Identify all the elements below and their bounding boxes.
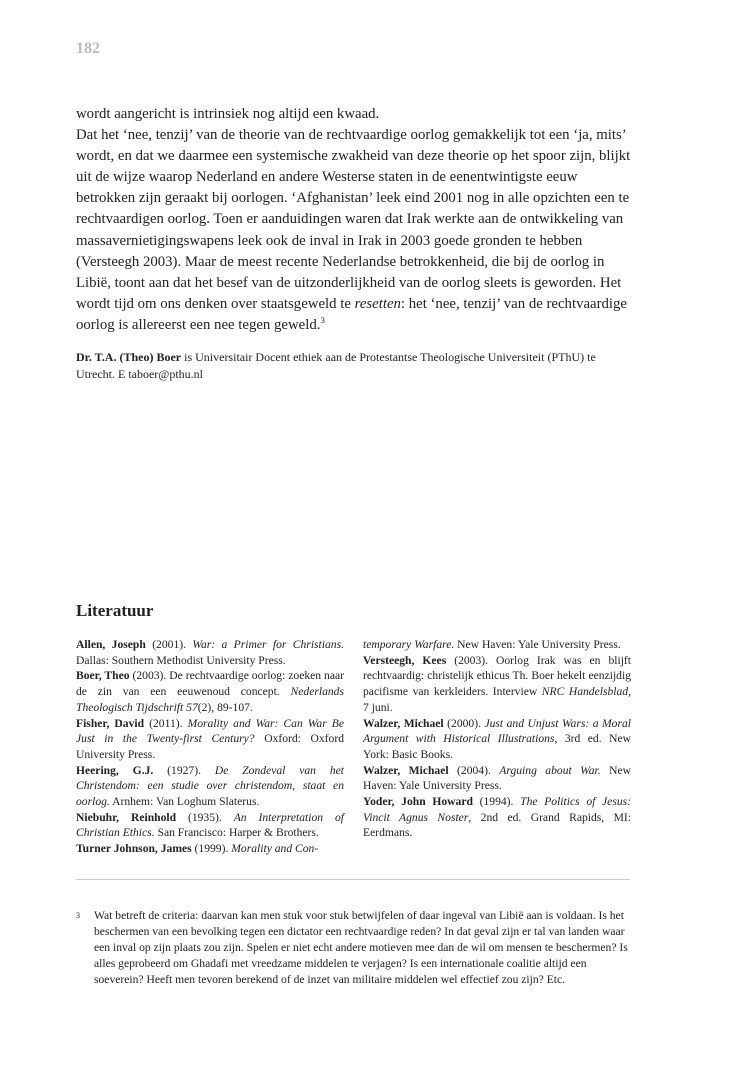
page-number: 182 [76, 40, 100, 57]
ref-title: Morality and Con- [231, 842, 319, 856]
ref-publisher: San Francisco: Harper & Brothers. [154, 826, 319, 840]
ref-publisher: New Haven: Yale University Press. [454, 638, 621, 651]
ref-article: De rechtvaardige oorlog: zoeken naar de zin van een eeuwenoud concept. [76, 669, 345, 699]
reference-item [76, 637, 344, 668]
reference-item [363, 794, 631, 841]
ref-title: temporary Warfare. [363, 638, 455, 651]
reference-item [363, 716, 631, 763]
ref-year: (2011). [144, 716, 188, 730]
bio-text: is Universitair Docent ethiek aan de Protestantse Theologische Universiteit (PThU) te Utrecht. E taboer@pthu.nl [76, 350, 596, 381]
ref-year: (2003). [129, 669, 170, 683]
references-left-column [76, 637, 344, 857]
ref-title: Just and Unjust Wars: a Moral Argument with Historical Illustrations [363, 716, 631, 746]
footnote-divider [76, 879, 630, 880]
ref-title: War: a Primer for Christians. [192, 638, 344, 651]
ref-author: Walzer, Michael [363, 716, 444, 730]
ref-publisher: (2), 89-107. [197, 700, 253, 714]
bio-name: Dr. T.A. (Theo) Boer [76, 350, 182, 364]
paragraph-2 [76, 125, 632, 336]
ref-author: Walzer, Michael [363, 763, 449, 777]
paragraph-2-emphasis: resetten [354, 295, 401, 312]
literature-heading: Literatuur [76, 601, 154, 620]
ref-article: Oorlog Irak was en blijft rechtvaardig: christelijk ethicus Th. Boer hekelt eenzijdig pacifisme van kerkleiders. Interview [363, 653, 631, 699]
ref-publisher: , 3rd ed. New York: Basic Books. [363, 732, 632, 761]
reference-item [363, 653, 631, 716]
ref-title: De Zondeval van het Christendom: een studie over christendom, staat en oorlog. [76, 763, 344, 809]
footnote-reference[interactable]: 3 [320, 315, 325, 326]
ref-title: An Interpretation of Christian Ethics. [76, 810, 345, 840]
ref-author: Heering, G.J. [76, 763, 154, 777]
ref-publisher: Dallas: Southern Methodist University Press. [76, 653, 286, 667]
ref-year: (1994). [472, 795, 521, 809]
ref-author: Turner Johnson, James [76, 842, 192, 856]
ref-author: Niebuhr, Reinhold [76, 810, 177, 824]
reference-item [363, 637, 631, 653]
author-bio [76, 349, 632, 382]
ref-year: (2000). [443, 716, 485, 730]
ref-year: (1935). [176, 810, 234, 824]
paragraph-2-end: : het ‘nee, tenzij’ van de rechtvaardige oorlog is allereerst een nee tegen geweld. [76, 295, 628, 333]
ref-title: The Politics of Jesus: Vincit Agnus Noster [363, 795, 632, 824]
reference-item [76, 716, 344, 763]
ref-author: Versteegh, Kees [363, 653, 447, 667]
ref-year: (2003). [446, 653, 497, 667]
ref-author: Yoder, John Howard [363, 795, 473, 809]
footnote-mark: 3 [76, 911, 80, 920]
ref-year: (1927). [153, 763, 215, 777]
reference-item [76, 668, 344, 715]
ref-year: (2001). [145, 638, 193, 651]
paragraph-2-text: Dat het ‘nee, tenzij’ van de theorie van de rechtvaardige oorlog gemakkelijk tot een ‘ja, mits’ wordt, en dat we daarmee een systemische zwakheid van deze theorie op het spoor zijn, blijkt uit de wijze waarop Nederland en andere Westerse staten in de eenentwintigste eeuw betrokken zijn geraakt bij oorlogen. ‘Afghanistan’ leek eind 2001 nog in alle opzichten een te rechtvaardigen oorlog. Toen er aanduidingen waren dat Irak werkte aan de ontwikkeling van massavernietigingswapens leek ook de inval in Irak in 2003 goede gronden te hebben (Versteegh 2003). Maar de meest recente Nederlandse betrokkenheid, die bij de oorlog in Libië, toont aan dat het besef van de uitzonderlijkheid van de oorlog sleets is geworden. Het wordt tijd om ons denken over staatsgeweld te [76, 127, 631, 312]
ref-publisher: Arnhem: Van Loghum Slaterus. [109, 795, 260, 809]
ref-year: (1999). [191, 842, 232, 856]
footnote [76, 908, 632, 988]
ref-title: Arguing about War. [499, 763, 601, 777]
ref-year: (2004). [448, 763, 500, 777]
reference-item [363, 763, 631, 794]
paragraph-1: wordt aangericht is intrinsiek nog altijd een kwaad. [76, 106, 380, 122]
ref-author: Fisher, David [76, 716, 145, 730]
reference-item [76, 841, 344, 857]
ref-author: Boer, Theo [76, 669, 130, 683]
ref-publisher: , 7 juni. [363, 685, 631, 714]
reference-item [76, 763, 344, 810]
ref-publisher: Oxford: Oxford University Press. [76, 732, 344, 761]
reference-item [76, 810, 344, 841]
ref-author: Allen, Joseph [76, 638, 146, 651]
ref-publisher: , 2nd ed. Grand Rapids, MI: Eerdmans. [363, 810, 631, 840]
ref-title: Morality and War: Can War Be Just in the Twenty-first Century? [76, 716, 344, 746]
body-text [76, 104, 632, 336]
ref-title: NRC Handelsblad [541, 685, 629, 699]
references-right-column [363, 637, 631, 841]
ref-title: Nederlands Theologisch Tijdschrift 57 [76, 685, 344, 714]
ref-publisher: New Haven: Yale University Press. [363, 763, 631, 793]
footnote-text: Wat betreft de criteria: daarvan kan men stuk voor stuk betwijfelen of daar ingeval van Libië aan is voldaan. Is het beschermen van een bevolking tegen een dictator een rechtvaardige reden? In dat geval zijn er tal van landen waar een inval op zijn plaats zou zijn. Spelen er niet echt andere motieven mee dan de wil om mensen te beschermen? Is alles geprobeerd om Ghadafi met vreedzame middelen te verjagen? Is een internationale coalitie altijd een soeverein? Heeft men tevoren berekend of de inzet van militaire middelen wel effectief zou zijn? Etc. [94, 909, 628, 986]
